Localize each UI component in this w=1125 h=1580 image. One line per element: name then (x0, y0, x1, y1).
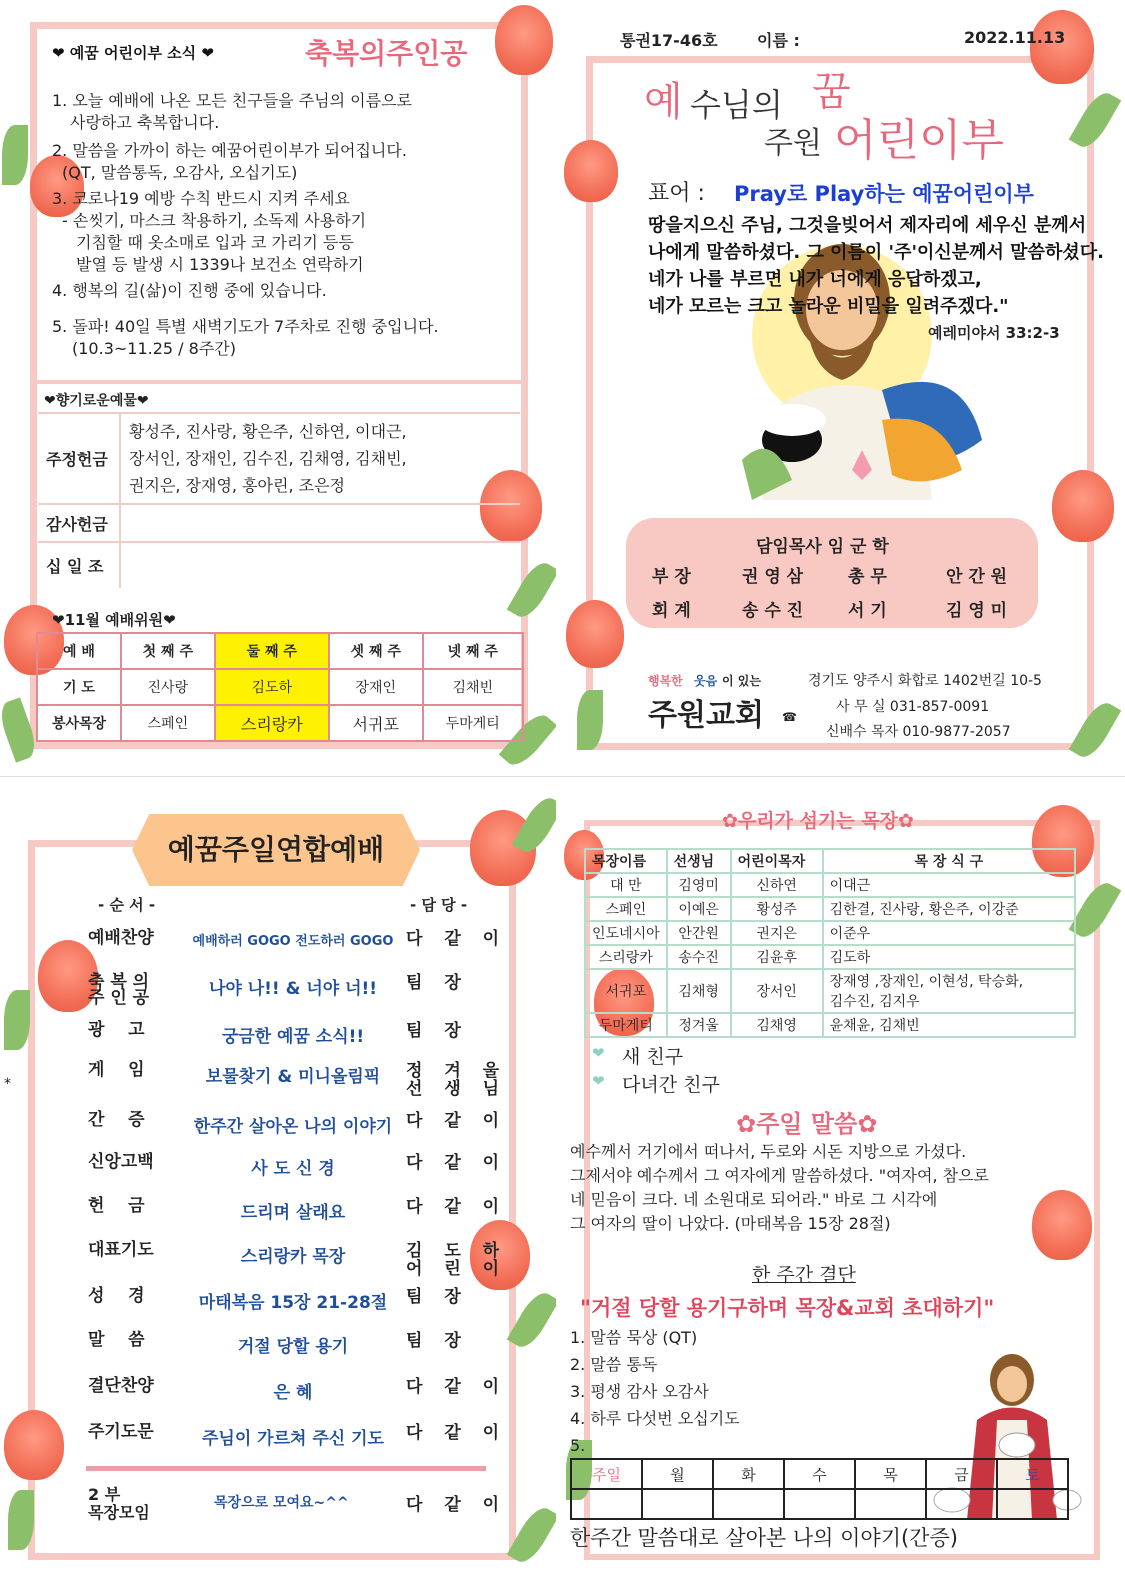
check-cell[interactable] (926, 1489, 997, 1519)
pastor-phone: 신배수 목자 010-9877-2057 (826, 724, 1011, 740)
table-cell: 김도하 (823, 945, 1075, 969)
issue-number: 통권17-46호 (620, 31, 718, 50)
page-divider (0, 776, 1125, 788)
day-cell: 주일 (571, 1459, 642, 1489)
table-cell: 장재인 (329, 669, 423, 705)
table-row (37, 669, 523, 705)
resolution-item: 2. 말씀 통독 (570, 1355, 658, 1374)
leaf-icon (577, 690, 603, 750)
order-by: 다 같 이 (406, 1423, 508, 1443)
table-row (585, 921, 1075, 945)
order-row (88, 1288, 488, 1328)
names-line: 황성주, 진사랑, 황은주, 신하연, 이대근, (129, 422, 407, 441)
group-name: 두마게티 (585, 1013, 667, 1037)
order-content: 사 도 신 경 (251, 1159, 335, 1179)
table-row (585, 849, 1075, 873)
flower-icon (1032, 1190, 1092, 1260)
resolution: "거절 당할 용기구하며 목장&교회 초대하기" (580, 1296, 995, 1320)
table-cell: 김채영 (731, 1013, 823, 1037)
order-content: 한주간 살아온 나의 이야기 (193, 1117, 393, 1137)
staff-box (626, 518, 1038, 628)
resolution-item: 3. 평생 감사 오감사 (570, 1382, 709, 1401)
flower-icon (1030, 10, 1094, 84)
staff-role: 부 장 (652, 567, 691, 587)
group-body (585, 873, 1075, 1037)
verse-line: 네가 나를 부르면 내가 너에게 응답하겠고, (648, 269, 982, 290)
table-cell: 진사랑 (121, 669, 215, 705)
order-by: 팀 장 (406, 973, 469, 993)
word-line: 예수께서 거기에서 떠나서, 두로와 시돈 지방으로 가셨다. (570, 1142, 967, 1161)
order-content: 드리며 살래요 (240, 1203, 346, 1223)
star-mark: * (4, 1076, 11, 1092)
order-label: 광 고 (88, 1020, 145, 1040)
table-cell: 두마게티 (423, 705, 523, 741)
title-part: 주원 (764, 126, 822, 161)
order-label: 간 증 (88, 1110, 145, 1130)
table-cell: 김윤후 (731, 945, 823, 969)
table-row (585, 873, 1075, 897)
staff-name: 김 영 미 (946, 601, 1008, 621)
table-row (571, 1489, 1068, 1519)
table-cell: 이예은 (667, 897, 731, 921)
visit-friend-label: 다녀간 친구 (622, 1074, 720, 1096)
day-cell: 목 (855, 1459, 926, 1489)
order-by: 팀 장 (406, 1021, 469, 1041)
table-row (585, 897, 1075, 921)
table-row (585, 1013, 1075, 1037)
order-label: 대표기도 (88, 1240, 154, 1260)
group-name: 대 만 (585, 873, 667, 897)
order-by: 다 같 이 (406, 1111, 508, 1131)
news-item: 사랑하고 축복합니다. (70, 113, 220, 132)
day-cell: 수 (784, 1459, 855, 1489)
church-address: 경기도 양주시 화합로 1402번길 10-5 (808, 673, 1042, 689)
resolution-item: 5. (570, 1436, 586, 1455)
header-cell: 목장이름 (585, 849, 667, 873)
header-cell: 목 장 식 구 (823, 849, 1075, 873)
names-line: 권지은, 장재영, 홍아린, 조은정 (129, 476, 345, 495)
order-label: - 순 서 - (98, 896, 156, 914)
staff-role: 총 무 (848, 567, 887, 587)
row-label: 기 도 (37, 669, 121, 705)
table-cell: 장재영 ,장재인, 이현성, 탁승화, 김수진, 김지우 (823, 969, 1075, 1013)
order-label: 목장모임 (88, 1503, 150, 1522)
heart-icon: ❤ (592, 1072, 605, 1090)
order-row (88, 1110, 508, 1152)
table-cell: 송수진 (667, 945, 731, 969)
news-item: 기침할 때 옷소매로 입과 코 가리기 등등 (76, 233, 354, 252)
table-row (585, 969, 1075, 1013)
flower-icon (495, 5, 553, 75)
table-row (37, 633, 523, 669)
news-item: 5. 돌파! 40일 특별 새벽기도가 7주차로 진행 중입니다. (52, 317, 439, 336)
news-item: - 손씻기, 마스크 착용하기, 소독제 사용하기 (62, 211, 367, 230)
table-cell: 안간원 (667, 921, 731, 945)
phone-icon: ☎ (782, 710, 797, 724)
by-label: - 담 당 - (410, 896, 468, 914)
order-label: 말 씀 (88, 1330, 145, 1350)
order-content: 목장으로 모여요~^^ (214, 1495, 349, 1511)
resolution-title: 한 주간 결단 (752, 1264, 856, 1286)
page-title: 예꿈주일연합예배 (167, 833, 385, 866)
table-row (38, 504, 520, 542)
order-by: 다 같 이 (406, 929, 508, 949)
staff-name: 안 간 원 (946, 567, 1008, 587)
table-cell: 신하연 (731, 873, 823, 897)
table-cell: 김채빈 (423, 669, 523, 705)
news-item: (QT, 말씀통독, 오감사, 오십기도) (62, 163, 298, 182)
footer-note: 한주간 말씀대로 살아본 나의 이야기(간증) (570, 1526, 958, 1550)
order-label: 헌 금 (88, 1196, 145, 1216)
header-cell: 어린이목자 (731, 849, 823, 873)
motto-label: 표어 : (648, 181, 705, 206)
order-row (88, 1152, 508, 1194)
group-name: 서귀포 (585, 969, 667, 1013)
table-cell: 권지은 (731, 921, 823, 945)
day-cell: 월 (642, 1459, 713, 1489)
order-by: 팀 장 (406, 1287, 469, 1307)
check-cell[interactable] (855, 1489, 926, 1519)
offering-table (38, 412, 520, 588)
flower-icon (4, 1410, 64, 1480)
week-table (570, 1458, 1069, 1520)
order-row (88, 974, 488, 1014)
order-content: 스리랑카 목장 (240, 1247, 346, 1267)
office-phone: 사 무 실 031-857-0091 (836, 699, 990, 715)
order-by: 다 같 이 (406, 1153, 508, 1173)
staff-role: 회 계 (652, 601, 691, 621)
leaf-icon (4, 990, 30, 1050)
day-cell: 화 (713, 1459, 784, 1489)
staff-name: 송 수 진 (742, 601, 804, 621)
header-cell: 둘 째 주 (215, 633, 329, 669)
table-row (571, 1459, 1068, 1489)
table-cell: 김영미 (667, 873, 731, 897)
day-cell: 토 (997, 1459, 1068, 1489)
order-label: 게 임 (88, 1060, 145, 1080)
group-name: 인도네시아 (585, 921, 667, 945)
title-part: 수님의 (690, 86, 783, 124)
names-line: 장서인, 장재인, 김수진, 김채영, 김채빈, (129, 449, 407, 468)
table-row (38, 413, 520, 504)
news-item: 발열 등 발생 시 1339나 보건소 연락하기 (76, 255, 364, 274)
group-title: ✿우리가 섬기는 목장✿ (722, 810, 914, 832)
offering-title: ❤향기로운예물❤ (44, 393, 149, 409)
table-row (37, 705, 523, 741)
resolution-item: 4. 하루 다섯번 오십기도 (570, 1409, 740, 1428)
worship-title: ❤11월 예배위원❤ (52, 611, 176, 629)
divider (86, 1466, 486, 1471)
news-panel (0, 0, 556, 775)
word-line: 네 믿음이 크다. 네 소원대로 되어라." 바로 그 시각에 (570, 1190, 938, 1209)
motto: Pray로 Play하는 예꿈어린이부 (734, 182, 1034, 206)
header-cell: 셋 째 주 (329, 633, 423, 669)
order-label: 주기도문 (88, 1422, 154, 1442)
order-by: 정 겨 울 선 생 님 (406, 1061, 508, 1099)
order-row (88, 1196, 508, 1238)
check-cell[interactable] (571, 1489, 642, 1519)
group-table (584, 848, 1076, 1038)
table-cell: 서귀포 (329, 705, 423, 741)
worship-order-panel (0, 790, 556, 1580)
header-cell: 선생님 (667, 849, 731, 873)
check-cell[interactable] (997, 1489, 1068, 1519)
offering-label: 감사헌금 (38, 504, 120, 542)
verse-line: 나에게 말씀하셨다. 그 이름이 '주'이신분께서 말씀하셨다. (648, 242, 1104, 263)
order-by: 다 같 이 (406, 1495, 508, 1515)
order-content: 거절 당할 용기 (237, 1337, 349, 1357)
divider (34, 380, 524, 388)
staff-name: 권 영 삼 (742, 567, 804, 587)
news-item: 2. 말씀을 가까이 하는 예꿈어린이부가 되어집니다. (52, 141, 407, 160)
slogan-part: 이 있는 (722, 674, 761, 688)
page-title: 축복의주인공 (305, 37, 468, 70)
table-cell: 김도하 (215, 669, 329, 705)
staff-role: 서 기 (848, 601, 887, 621)
order-by: 다 같 이 (406, 1197, 508, 1217)
flower-icon (566, 600, 624, 668)
sunday-word-title: ✿주일 말씀✿ (736, 1110, 878, 1138)
table-cell: 윤채윤, 김채빈 (823, 1013, 1075, 1037)
row-label: 봉사목장 (37, 705, 121, 741)
order-by: 다 같 이 (406, 1377, 508, 1397)
order-content: 주님이 가르쳐 주신 기도 (202, 1429, 384, 1449)
news-heading: ❤ 예꿈 어린이부 소식 ❤ (52, 44, 214, 62)
order-content: 보물찾기 & 미니올림픽 (205, 1067, 381, 1087)
title-part: 어린이부 (834, 115, 1005, 166)
table-cell: 장서인 (731, 969, 823, 1013)
news-list (52, 90, 512, 360)
order-label: 축 복 의 주 인 공 (88, 972, 150, 1008)
church-name: 주원교회 (648, 698, 764, 733)
leaf-icon (2, 125, 28, 185)
verse-line: 네가 모르는 크고 놀라운 비밀을 일려주겠다." (648, 296, 1009, 317)
resolution-items (570, 1324, 740, 1459)
table-cell: 황성주 (731, 897, 823, 921)
order-row (88, 1376, 508, 1418)
word-line: 그 여자의 딸이 나았다. (마태복음 15장 28절) (570, 1214, 891, 1233)
order-row (88, 1240, 508, 1282)
header-cell: 넷 째 주 (423, 633, 523, 669)
date: 2022.11.13 (964, 28, 1066, 47)
order-content: 나야 나!! & 너야 너!! (208, 979, 378, 999)
order-label: 성 경 (88, 1286, 145, 1306)
order-content: 은 혜 (273, 1383, 313, 1403)
verse-line: 땅을지으신 주님, 그것을빚어서 제자리에 세우신 분께서 (648, 215, 1087, 236)
cover-panel (562, 0, 1125, 775)
flower-icon (564, 140, 618, 202)
header-cell: 예 배 (37, 633, 121, 669)
slogan-part: 행복한 (648, 674, 683, 688)
order-label: 결단찬양 (88, 1376, 154, 1396)
header-cell: 첫 째 주 (121, 633, 215, 669)
table-cell: 김한결, 진사랑, 황은주, 이강준 (823, 897, 1075, 921)
order-content: 마태복음 15장 21-28절 (198, 1293, 388, 1313)
offering-names (120, 504, 520, 542)
check-cell[interactable] (642, 1489, 713, 1519)
news-item: (10.3~11.25 / 8주간) (72, 339, 236, 358)
table-cell: 정겨울 (667, 1013, 731, 1037)
word-line: 그제서야 예수께서 그 여자에게 말씀하셨다. "여자여, 참으로 (570, 1166, 989, 1185)
offering-label: 십 일 조 (38, 542, 120, 588)
order-content: 예배하러 GOGO 전도하러 GOGO (192, 934, 394, 949)
table-cell: 이준우 (823, 921, 1075, 945)
worship-table (36, 632, 524, 742)
order-row (88, 1422, 508, 1464)
senior-pastor: 담임목사 임 군 학 (756, 537, 889, 557)
order-label: 2 부 (88, 1485, 121, 1504)
news-item: 1. 오늘 예배에 나온 모든 친구들을 주님의 이름으로 (52, 91, 412, 110)
offering-names (120, 542, 520, 588)
order-by: 김 도 하 어 린 이 (406, 1241, 508, 1279)
table-cell: 이대근 (823, 873, 1075, 897)
order-label: 예배찬양 (88, 928, 154, 948)
order-row (88, 1332, 488, 1372)
group-name: 스리랑카 (585, 945, 667, 969)
offering-label: 주정헌금 (38, 413, 120, 504)
order-row (88, 1022, 488, 1062)
flower-icon (1052, 470, 1114, 542)
day-cell: 금 (926, 1459, 997, 1489)
table-cell: 김채형 (667, 969, 731, 1013)
order-content: 궁금한 예꿈 소식!! (221, 1027, 365, 1047)
order-row (88, 928, 508, 970)
news-item: 4. 행복의 길(삶)이 진행 중에 있습니다. (52, 281, 327, 300)
new-friend-label: 새 친구 (622, 1046, 684, 1068)
table-cell: 스페인 (121, 705, 215, 741)
resolution-item: 1. 말씀 묵상 (QT) (570, 1328, 698, 1347)
title-part: 꿈 (812, 69, 851, 115)
news-item: 3. 코로나19 예방 수칙 반드시 지켜 주세요 (52, 189, 350, 208)
table-row (38, 542, 520, 588)
order-by: 팀 장 (406, 1331, 469, 1351)
bible-verse (648, 212, 1104, 320)
verse-reference: 예레미야서 33:2-3 (928, 324, 1060, 342)
check-cell[interactable] (713, 1489, 784, 1519)
groups-panel (562, 790, 1125, 1580)
slogan-part: 웃음 (694, 674, 718, 688)
check-cell[interactable] (784, 1489, 855, 1519)
sunday-word (570, 1140, 989, 1236)
title-part: 예 (644, 79, 683, 125)
group-name: 스페인 (585, 897, 667, 921)
table-cell: 스리랑카 (215, 705, 329, 741)
leaf-icon (8, 1490, 34, 1550)
name-label: 이름 : (757, 31, 800, 50)
table-row (585, 945, 1075, 969)
order-row (88, 1060, 508, 1102)
offering-names (120, 413, 520, 504)
heart-icon: ❤ (592, 1044, 605, 1062)
news-item (52, 302, 512, 316)
order-label: 신앙고백 (88, 1152, 154, 1172)
